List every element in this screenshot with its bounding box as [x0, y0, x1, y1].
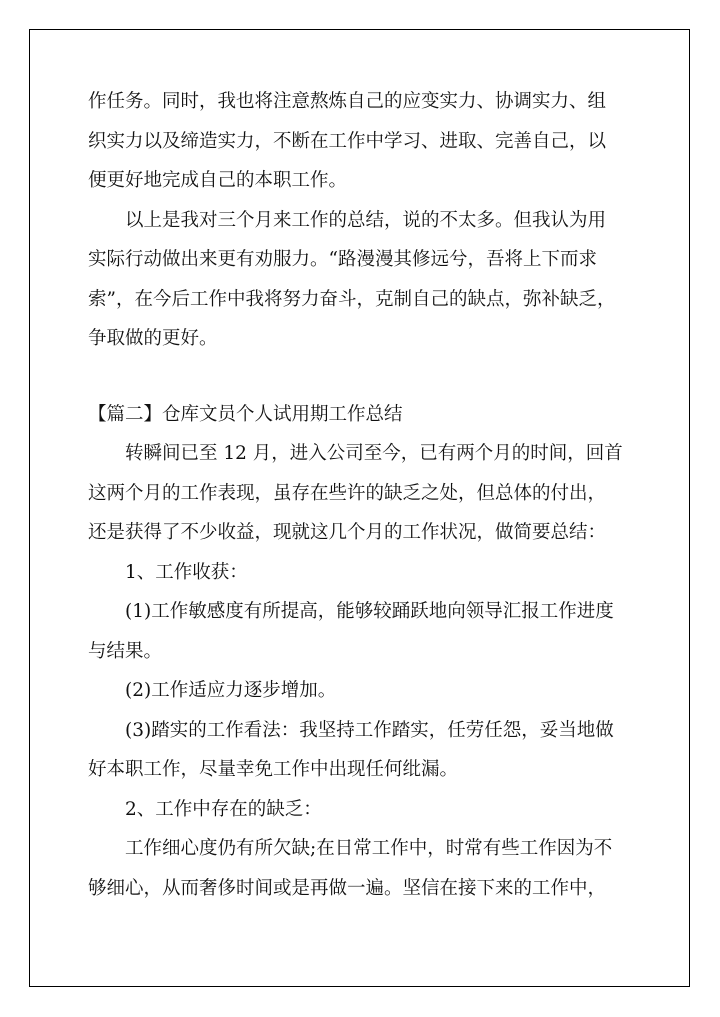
section-heading: 【篇二】仓库文员个人试用期工作总结: [88, 403, 403, 425]
text-line: 还是获得了不少收益，现就这几个月的工作状况，做简要总结：: [88, 522, 607, 543]
text-line: 转瞬间已至 12 月，进入公司至今，已有两个月的时间，回首: [125, 443, 623, 464]
text-line: 争取做的更好。: [88, 328, 218, 349]
text-line: 与结果。: [88, 640, 163, 662]
text-line: 便更好地完成自己的本职工作。: [88, 170, 348, 191]
list-heading-shortcomings: 2、工作中存在的缺乏：: [125, 798, 322, 820]
paragraph-intro: [88, 434, 643, 553]
paragraph-continuation: [88, 82, 643, 201]
text-line: 够细心，从而奢侈时间或是再做一遍。坚信在接下来的工作中，: [88, 877, 607, 899]
text-line: 索”，在今后工作中我将努力奋斗，克制自己的缺点，弥补缺乏，: [88, 288, 616, 310]
list-item: [88, 711, 643, 790]
text-line: (1)工作敏感度有所提高，能够较踊跃地向领导汇报工作进度: [125, 601, 614, 622]
text-line: 织实力以及缔造实力，不断在工作中学习、进取、完善自己，以: [88, 130, 607, 152]
text-line: (3)踏实的工作看法：我坚持工作踏实，任劳任怨，妥当地做: [125, 719, 614, 741]
text-line: 以上是我对三个月来工作的总结，说的不太多。但我认为用: [125, 209, 607, 231]
paragraph-shortcomings: [88, 829, 643, 908]
text-line: 好本职工作，尽量幸免工作中出现任何纰漏。: [88, 759, 459, 780]
paragraph-summary: [88, 201, 643, 359]
list-item: [88, 592, 643, 671]
list-item: (2)工作适应力逐步增加。: [125, 680, 337, 701]
text-line: 这两个月的工作表现，虽存在些许的缺乏之处，但总体的付出，: [88, 482, 607, 504]
text-line: 工作细心度仍有所欠缺;在日常工作中，时常有些工作因为不: [125, 838, 613, 859]
text-line: 作任务。同时，我也将注意熬炼自己的应变实力、协调实力、组: [88, 91, 607, 112]
list-heading-gains: 1、工作收获：: [125, 561, 248, 583]
section-spacer: [88, 359, 643, 395]
text-line: 实际行动做出来更有劝服力。“路漫漫其修远兮，吾将上下而求: [88, 249, 597, 270]
document-body: [88, 82, 643, 908]
